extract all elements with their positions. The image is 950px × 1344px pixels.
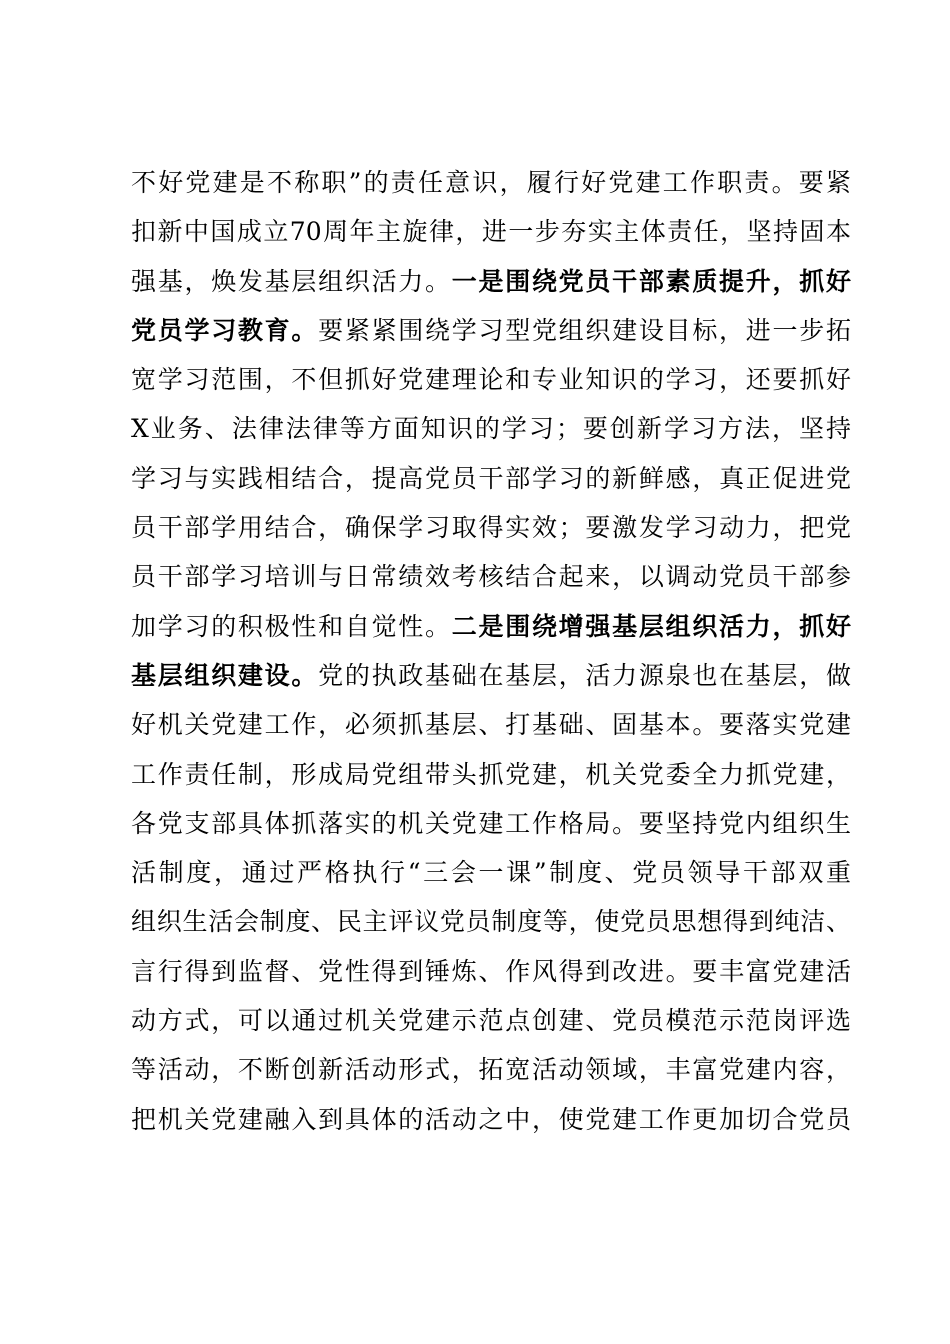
text-segment: X业务、法律法律等方面知识的学习；要创新学习方法，坚持 — [131, 414, 851, 444]
bold-text-segment: 基层组织建设。 — [131, 660, 319, 690]
text-segment: 好机关党建工作，必须抓基层、打基础、固基本。要落实党建 — [131, 710, 851, 740]
text-segment: 强基，焕发基层组织活力。 — [131, 266, 452, 296]
text-line — [131, 1095, 851, 1144]
text-segment: 动方式，可以通过机关党建示范点创建、党员模范示范岗评选 — [131, 1006, 851, 1036]
bold-text-segment: 党员学习教育。 — [131, 315, 319, 345]
text-line — [131, 355, 851, 404]
text-segment: 组织生活会制度、民主评议党员制度等，使党员思想得到纯洁、 — [131, 907, 851, 937]
text-line — [131, 996, 851, 1045]
text-line — [131, 306, 851, 355]
text-line — [131, 404, 851, 453]
text-line — [131, 1045, 851, 1094]
text-line — [131, 503, 851, 552]
text-line — [131, 848, 851, 897]
bold-text-segment: 二是围绕增强基层组织活力，抓好 — [451, 611, 851, 641]
text-line — [131, 750, 851, 799]
text-segment: 员干部学用结合，确保学习取得实效；要激发学习动力，把党 — [131, 513, 851, 543]
text-line — [131, 257, 851, 306]
text-line — [131, 799, 851, 848]
text-segment: 等活动，不断创新活动形式，拓宽活动领域，丰富党建内容， — [131, 1055, 851, 1085]
text-segment: 党的执政基础在基层，活力源泉也在基层，做 — [318, 660, 851, 690]
text-line — [131, 602, 851, 651]
text-line — [131, 897, 851, 946]
body-text — [131, 158, 851, 1144]
text-segment: 工作责任制，形成局党组带头抓党建，机关党委全力抓党建， — [131, 759, 851, 789]
text-segment: 扣新中国成立70周年主旋律，进一步夯实主体责任，坚持固本 — [131, 217, 851, 247]
text-segment: 学习与实践相结合，提高党员干部学习的新鲜感，真正促进党 — [131, 463, 851, 493]
text-segment: 不好党建是不称职”的责任意识，履行好党建工作职责。要紧 — [131, 168, 851, 197]
bold-text-segment: 一是围绕党员干部素质提升，抓好 — [451, 266, 851, 296]
text-line — [131, 552, 851, 601]
text-line — [131, 454, 851, 503]
text-segment: 加学习的积极性和自觉性。 — [131, 611, 452, 641]
text-segment: 员干部学习培训与日常绩效考核结合起来，以调动党员干部参 — [131, 562, 851, 592]
text-line — [131, 651, 851, 700]
text-segment: 言行得到监督、党性得到锤炼、作风得到改进。要丰富党建活 — [131, 956, 851, 986]
text-line — [131, 947, 851, 996]
text-segment: 要紧紧围绕学习型党组织建设目标，进一步拓 — [318, 315, 851, 345]
text-segment: 活制度，通过严格执行“三会一课”制度、党员领导干部双重 — [131, 858, 851, 888]
text-segment: 把机关党建融入到具体的活动之中，使党建工作更加切合党员 — [131, 1104, 851, 1134]
text-line — [131, 207, 851, 256]
text-segment: 宽学习范围，不但抓好党建理论和专业知识的学习，还要抓好 — [131, 365, 851, 395]
text-line — [131, 700, 851, 749]
text-segment: 各党支部具体抓落实的机关党建工作格局。要坚持党内组织生 — [131, 808, 851, 838]
text-line — [131, 158, 851, 207]
